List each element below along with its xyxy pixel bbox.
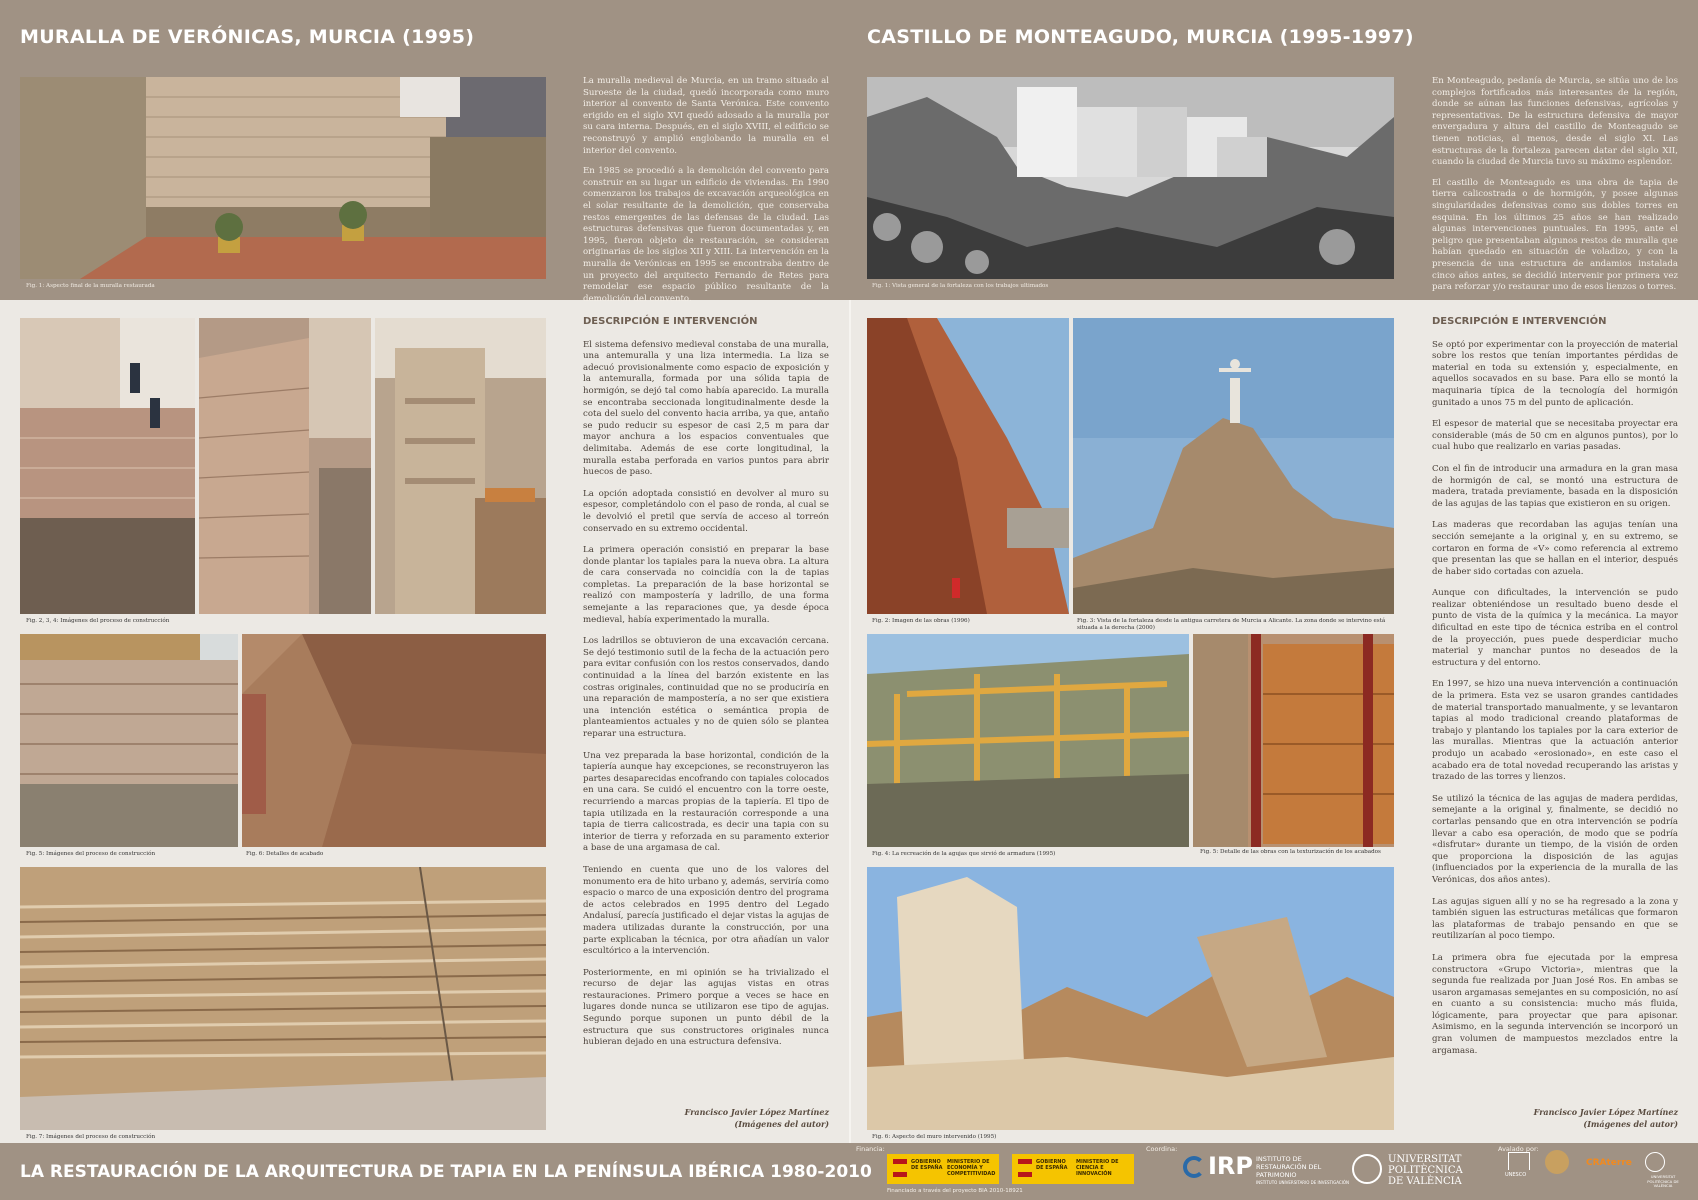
right-body-p1: Se optó por experimentar con la proyección de material sobre los restos que tenían importantes pérdidas de material en toda su extensión y, especialmente, en aquellos socavados en su base. Para ello se montó la maquinaria típica de la tecnología del hormigón gunitado a unos 75 m del punto de aplicación. xyxy=(1432,339,1678,408)
spain-flag-icon xyxy=(893,1159,907,1177)
right-intro-p2: El castillo de Monteagudo es una obra de tapia de tierra calicostrada o de hormigón, y posee algunas singularidades defensivas como sus dobles torres en esquina. En los últimos 25 años se han realizado algunas intervenciones puntuales. En 1995, ante el peligro que presentaban algunos restos de muralla que habían quedado en situación de voladizo, y con la presencia de una estructura de andamios instalada cinco años antes, se decidió intervenir por primera vez para reforzar y/o restaurar uno de esos lienzos o torres. xyxy=(1432,177,1678,293)
left-intro xyxy=(583,76,829,314)
right-fig3-caption xyxy=(1077,618,1387,632)
left-body-p1: El sistema defensivo medieval constaba de una muralla, una antemuralla y una liza intermedia. La liza se adecuó provisionalmente como espacio de exposición y la antemuralla, formada por una sólida tapia de hormigón, se dejó tal como había aparecido. La muralla se encontraba seccionada longitudinalmente desde la cota del suelo del convento hacia arriba, ya que, antaño se pudo reducir su espesor de casi 2,5 m para dar mayor anchura a los espacios conventuales que delimitaba. Además de ese corte longitudinal, la muralla estaba perforada en varios puntos para abrir huecos de paso. xyxy=(583,339,829,478)
left-body-p2: La opción adoptada consistió en devolver al muro su espesor, completándolo con el paso de ronda, al cual se le devolvió el pretil que servía de acceso al torreón conservado en su extremo occidental. xyxy=(583,488,829,534)
gobierno-1-text: GOBIERNO DE ESPAÑA xyxy=(911,1159,943,1171)
upv-line3: DE VALÈNCIA xyxy=(1388,1176,1462,1187)
left-description-heading: DESCRIPCIÓN E INTERVENCIÓN xyxy=(583,316,758,327)
left-author-name: Francisco Javier López Martínez xyxy=(684,1107,829,1117)
left-body-p5: Una vez preparada la base horizontal, condición de la tapiería aunque hay excepciones, se reconstruyeron las partes desaparecidas encofrando con tapiales colocados en una cara. Se cuidó el encuentro con la torre oeste, recurriendo a marcas propias de la tapiería. El tipo de tapia utilizada en la restauración corresponde a una tapia de tierra calicostrada, es decir una tapia con su interior de tierra y reforzada en su paramento exterior a base de una argamasa de cal. xyxy=(583,750,829,854)
irp-name: INSTITUTO DE RESTAURACIÓN DEL PATRIMONIO xyxy=(1256,1155,1322,1179)
avalado-label: Avalado por: xyxy=(1498,1145,1539,1153)
right-fig1-photo xyxy=(867,77,1394,279)
right-body-p9: La primera obra fue ejecutada por la empresa constructora «Grupo Victoria», mientras que la segunda fue realizada por Juan José Ros. En ambas se usaron argamasas semejantes en su composición, no así en cuanto a su consistencia: mucho más fluida, lógicamente, para proyectar que para apisonar. Asimismo, en la segunda intervención se incorporó un gran volumen de mampuestos mezclados entre la argamasa. xyxy=(1432,952,1678,1056)
left-author-note: (Imágenes del autor) xyxy=(734,1119,829,1129)
left-fig7-photo xyxy=(20,867,546,1130)
right-fig2-caption: Fig. 2: Imagen de las obras (1996) xyxy=(872,618,970,624)
right-fig2-photo xyxy=(867,318,1069,614)
left-body-p6: Teniendo en cuenta que uno de los valores del monumento era de hito urbano y, además, serviría como espacio o marco de una exposición dentro del programa de actos celebrados en 1995 dentro del Legado Andalusí, parecía justificado el dejar vistas la agujas de madera utilizadas durante la construcción, por una parte explicaban la técnica, por otra añadían un valor escultórico a la intervención. xyxy=(583,864,829,957)
right-fig3-caption-text: Fig. 3: Vista de la fortaleza desde la antigua carretera de Murcia a Alicante. La zona donde se intervino está situada a la derecha (2000) xyxy=(1077,618,1386,631)
left-body-p3: La primera operación consistió en preparar la base donde plantar los tapiales para la nueva obra. La altura de cara conservada no coincidía con la de tapias completas. La preparación de la base horizontal se realizó con mampostería y ladrillo, de una forma semejante a las reparaciones que, ya desde época medieval, había experimentado la muralla. xyxy=(583,545,829,625)
right-fig5-caption: Fig. 5: Detalle de las obras con la texturización de los acabados xyxy=(1200,849,1381,855)
right-author xyxy=(1430,1106,1678,1130)
right-fig6-caption: Fig. 6: Aspecto del muro intervenido (1995) xyxy=(872,1134,997,1140)
irp-sub: INSTITUTO UNIVERSITARIO DE INVESTIGACIÓN xyxy=(1256,1180,1350,1185)
gobierno-logo-2 xyxy=(1012,1154,1134,1184)
left-fig234-caption: Fig. 2, 3, 4: Imágenes del proceso de construcción xyxy=(26,618,170,624)
right-intro xyxy=(1432,76,1678,303)
right-fig1-caption: Fig. 1: Vista general de la fortaleza con los trabajos ultimados xyxy=(872,283,1049,289)
upv-line1: UNIVERSITAT xyxy=(1388,1154,1462,1165)
left-fig5-caption: Fig. 5: Imágenes del proceso de construcción xyxy=(26,851,156,857)
upv-seal-icon xyxy=(1352,1154,1382,1184)
financia-note: Financiado a través del proyecto BIA 2010-18921 xyxy=(887,1188,1023,1194)
right-body-p2: El espesor de material que se necesitaba proyectar era considerable (más de 50 cm en algunos puntos), por lo cual hubo que realizarlo en varias pasadas. xyxy=(1432,419,1678,453)
right-body-p5: Aunque con dificultades, la intervención se pudo realizar obteniéndose un resultado bueno desde el punto de vista de la química y la mecánica. La mayor dificultad en este tipo de técnica estriba en el control de la proyección, pues puede desperdiciar mucho material y manchar puntos no deseados de la estructura y del entorno. xyxy=(1432,588,1678,668)
left-fig3-photo xyxy=(199,318,371,614)
left-fig4-photo xyxy=(375,318,546,614)
center-divider xyxy=(849,300,851,1143)
spain-flag-icon-2 xyxy=(1018,1159,1032,1177)
upv-small-label: UNIVERSITAT POLITÈCNICA DE VALÈNCIA xyxy=(1647,1174,1679,1188)
coordina-label: Coordina: xyxy=(1146,1145,1178,1153)
unesco-label: UNESCO xyxy=(1505,1172,1527,1178)
right-body-p7: Se utilizó la técnica de las agujas de madera perdidas, semejante a la original y, finalmente, se decidió no cortarlas pensando que en otra intervención se podría llevar a cabo esa operación, de modo que se podría «disfrutar» durante un tiempo, de la visión de orden que proporciona la disposición de las agujas (influenciados por la experiencia de la muralla de las Verónicas, dos años antes). xyxy=(1432,793,1678,885)
upv-line2: POLITÈCNICA xyxy=(1388,1165,1463,1176)
footer-title: LA RESTAURACIÓN DE LA ARQUITECTURA DE TAPIA EN LA PENÍNSULA IBÉRICA 1980-2010 xyxy=(20,1162,872,1182)
right-description-heading: DESCRIPCIÓN E INTERVENCIÓN xyxy=(1432,316,1607,327)
irp-swirl-icon xyxy=(1183,1156,1205,1178)
right-title: CASTILLO DE MONTEAGUDO, MURCIA (1995-1997) xyxy=(867,26,1414,48)
craterre-label: CRAterre xyxy=(1586,1158,1632,1168)
right-author-note: (Imágenes del autor) xyxy=(1583,1119,1678,1129)
right-intro-p1: En Monteagudo, pedanía de Murcia, se sitúa uno de los complejos fortificados más interesantes de la región, donde se aúnan las funciones defensivas, agrícolas y representativas. De la estructura defensiva de mayor envergadura y altura del castillo de Monteagudo se tienen noticias, al menos, desde el siglo XI. Las estructuras de la fortaleza parecen datar del siglo XII, cuando la ciudad de Murcia tuvo su máximo esplendor. xyxy=(1432,76,1678,168)
irp-logo-text: IRP xyxy=(1208,1152,1253,1180)
right-fig6-photo xyxy=(867,867,1394,1130)
unesco-logo-icon xyxy=(1508,1152,1530,1170)
right-fig5-photo xyxy=(1193,634,1394,847)
right-body-p4: Las maderas que recordaban las agujas tenían una sección semejante a la original y, en su extremo, se cortaron en forma de «V» como referencia al extremo que presentan las que se hallan en el interior, después de haber sido cortadas con azuela. xyxy=(1432,520,1678,577)
left-description xyxy=(583,316,829,1059)
right-description xyxy=(1432,316,1678,1067)
right-fig3-photo xyxy=(1073,318,1394,614)
right-body-p8: Las agujas siguen allí y no se ha regresado a la zona y también siguen las estructuras metálicas que formaron las plataformas de trabajo pensando en que se reutilizarían al poco tiempo. xyxy=(1432,896,1678,942)
ministerio-1-text: MINISTERIO DE ECONOMÍA Y COMPETITIVIDAD xyxy=(947,1159,996,1177)
left-intro-p1: La muralla medieval de Murcia, en un tramo situado al Suroeste de la ciudad, quedó incorporada como muro interior al convento de Santa Verónica. Este convento erigido en el siglo XVI quedó adosado a la muralla por su cara interna. Después, en el siglo XVIII, el edificio se reconstruyó y amplió englobando la muralla en el interior del convento. xyxy=(583,76,829,156)
left-fig2-photo xyxy=(20,318,195,614)
left-fig1-caption: Fig. 1: Aspecto final de la muralla restaurada xyxy=(26,283,155,289)
right-fig4-photo xyxy=(867,634,1189,847)
right-body-p6: En 1997, se hizo una nueva intervención a continuación de la primera. Esta vez se usaron grandes cantidades de material transportado manualmente, y se levantaron tapias al modo tradicional creando plataformas de trabajo y plantando los tapiales por la cara exterior de las murallas. Mientras que la actuación anterior produjo un acabado «erosionado», en este caso el acabado era de total novedad recuperando las aristas y trazado de las torres y lienzos. xyxy=(1432,679,1678,783)
terra-logo-icon xyxy=(1545,1150,1569,1174)
gobierno-logo-1 xyxy=(887,1154,999,1184)
left-body-p7: Posteriormente, en mi opinión se ha trivializado el recurso de dejar las agujas vistas en otras restauraciones. Primero porque a veces se hace en lugares donde nunca se utilizaron ese tipo de agujas. Segundo porque suponen un punto débil de la estructura que sus constructores originales nunca hubieran dejado en una estructura defensiva. xyxy=(583,967,829,1048)
financia-label: Financia: xyxy=(856,1145,885,1153)
left-intro-p2: En 1985 se procedió a la demolición del convento para construir en su lugar un edificio de viviendas. En 1990 comenzaron los trabajos de excavación arqueológica en el solar resultante de la demolición, que conservaba restos emergentes de las defensas de la ciudad. Las estructuras defensivas que fueron documentadas y, en 1995, fueron objeto de restauración, se consideran originarias de los siglos XII y XIII. La intervención en la muralla de Verónicas en 1995 se encontraba dentro de un proyecto del arquitecto Fernando de Retes para remodelar ese espacio público resultante de la demolición del convento. xyxy=(583,166,829,304)
right-author-name: Francisco Javier López Martínez xyxy=(1533,1107,1678,1117)
left-fig7-caption: Fig. 7: Imágenes del proceso de construcción xyxy=(26,1134,156,1140)
left-fig6-photo xyxy=(242,634,546,847)
left-author xyxy=(580,1106,829,1130)
upv-small-seal-icon xyxy=(1645,1152,1665,1172)
right-body-p3: Con el fin de introducir una armadura en la gran masa de hormigón de cal, se montó una estructura de madera, tratada previamente, basada en la disposición de las agujas de las tapias que existieron en su origen. xyxy=(1432,463,1678,509)
left-fig5-photo xyxy=(20,634,238,847)
gobierno-2-text: GOBIERNO DE ESPAÑA xyxy=(1036,1159,1068,1171)
left-body-p4: Los ladrillos se obtuvieron de una excavación cercana. Se dejó testimonio sutil de la fecha de la actuación pero para evitar confusión con los restos conservados, dando continuidad a la línea del barzón existente en las costras originales, continuidad que no se produciría en una reparación de mampostería, a no ser que existiera una intención estética o semántica propia de planteamientos actuales y no de quien sólo se plantea reparar una estructura. xyxy=(583,636,829,739)
ministerio-2-text: MINISTERIO DE CIENCIA E INNOVACIÓN xyxy=(1076,1159,1119,1177)
left-fig1-photo xyxy=(20,77,546,279)
left-title: MURALLA DE VERÓNICAS, MURCIA (1995) xyxy=(20,26,475,48)
left-fig6-caption: Fig. 6: Detalles de acabado xyxy=(246,851,324,857)
right-fig4-caption: Fig. 4: La recreación de la agujas que sirvió de armadura (1995) xyxy=(872,851,1056,857)
